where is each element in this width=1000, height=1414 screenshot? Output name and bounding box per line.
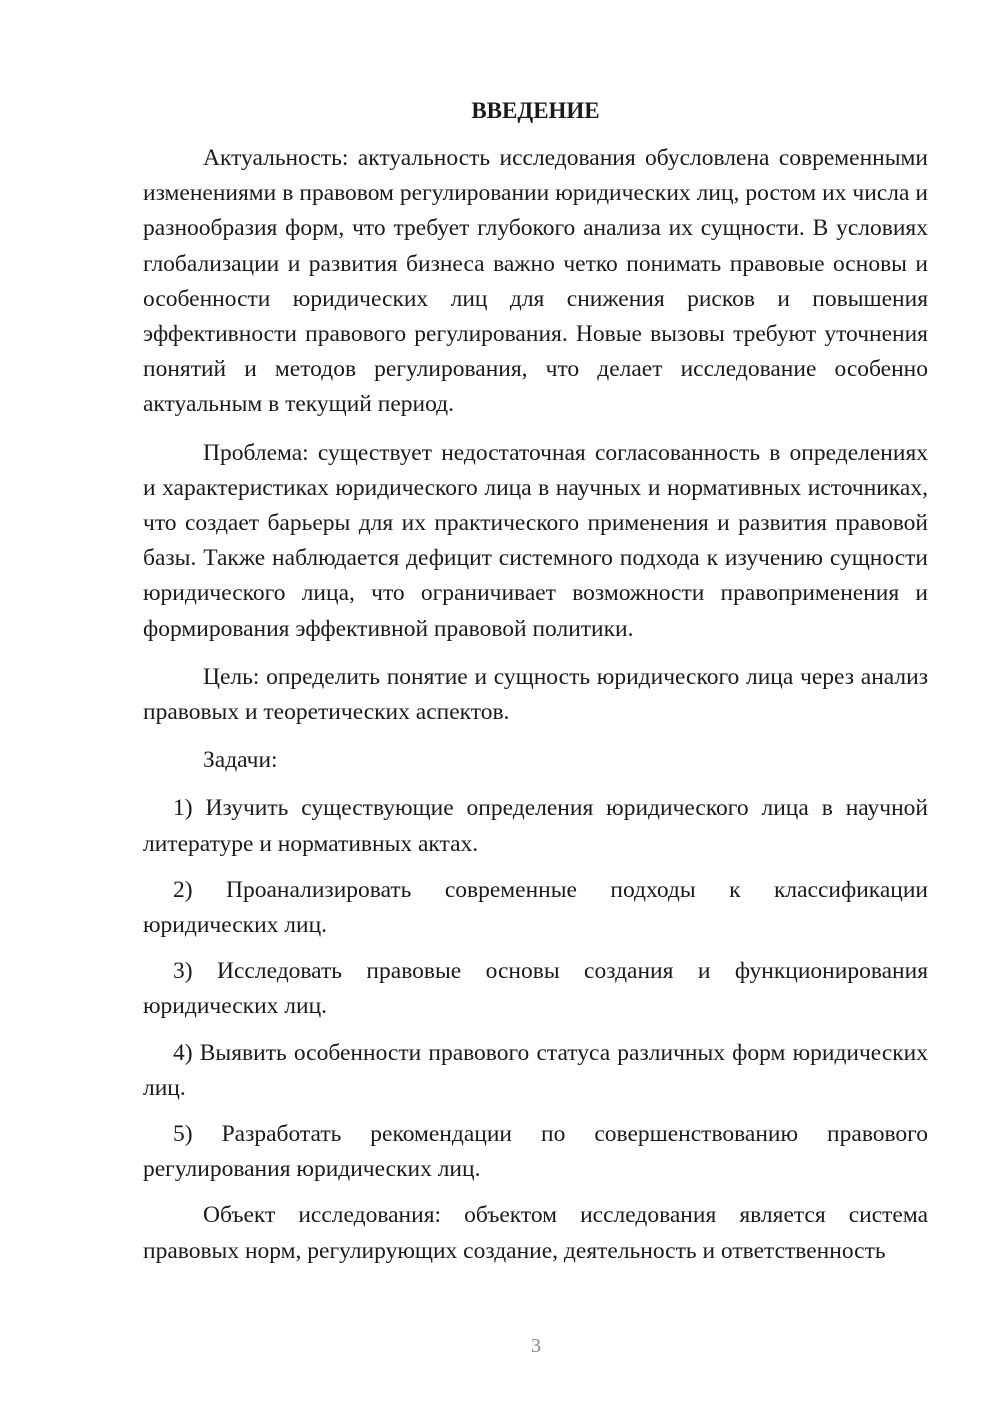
task-item-3: 3) Исследовать правовые основы создания и функционирования юридических лиц. (143, 958, 928, 1020)
relevance-paragraph: Актуальность: актуальность исследования обусловлена современными изменениями в правовом регулировании юридических лиц, ростом их числа и разнообразия форм, что требует глубокого анализа их сущности. В условиях глобализации и развития бизнеса важно четко понимать правовые основы и особенности юридических лиц для снижения рисков и повышения эффективности правового регулирования. Новые вызовы требуют уточнения понятий и методов регулирования, что делает исследование особенно актуальным в текущий период. (143, 145, 928, 418)
task-item-1: 1) Изучить существующие определения юридического лица в научной литературе и нормативных актах. (143, 795, 928, 857)
problem-paragraph: Проблема: существует недостаточная согласованность в определениях и характеристиках юридического лица в научных и нормативных источниках, что создает барьеры для их практического применения и развития правовой базы. Также наблюдается дефицит системного подхода к изучению сущности юридического лица, что ограничивает возможности правоприменения и формирования эффективной правовой политики. (143, 439, 928, 642)
task-item-5: 5) Разработать рекомендации по совершенствованию правового регулирования юридических лиц. (143, 1121, 928, 1183)
section-heading: ВВЕДЕНИЕ (471, 98, 600, 123)
page-content (143, 93, 928, 1282)
tasks-label: Задачи: (203, 747, 278, 774)
object-paragraph: Объект исследования: объектом исследования является система правовых норм, регулирующих создание, деятельность и ответственность (143, 1202, 928, 1264)
task-item-4: 4) Выявить особенности правового статуса различных форм юридических лиц. (143, 1039, 928, 1101)
task-item-2: 2) Проанализировать современные подходы к классификации юридических лиц. (143, 876, 928, 939)
page-number: 3 (531, 1335, 541, 1357)
goal-paragraph: Цель: определить понятие и сущность юридического лица через анализ правовых и теоретических аспектов. (143, 663, 928, 726)
